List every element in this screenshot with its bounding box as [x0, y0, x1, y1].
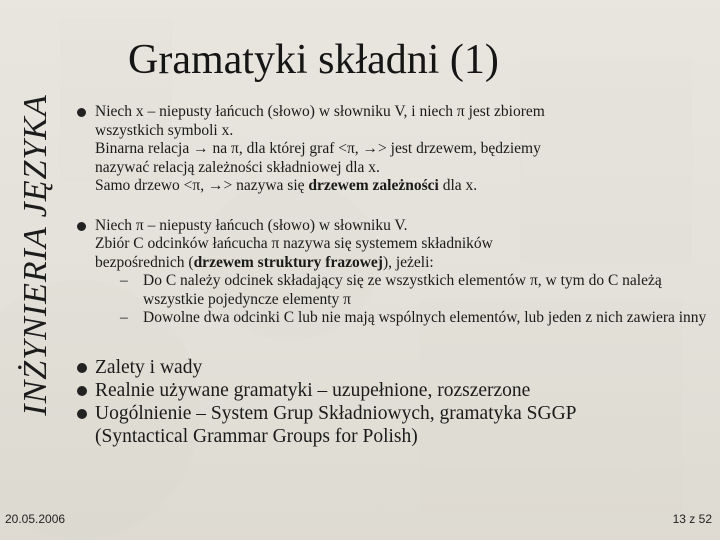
term-phrase-structure-tree: drzewem struktury frazowej: [193, 253, 383, 271]
bullet-generalization: Uogólnienie – System Grup Składniowych, gramatyka SGGP (Syntactical Grammar Groups for Polish): [77, 402, 707, 448]
bullet-dependency-tree: Niech x – niepusty łańcuch (słowo) w słowniku V, i niech π jest zbiorem wszystkich symboli x. Binarna relacja → na π, dla której graf <π, →> jest drzewem, będziemy nazywać relacją zależności składniowej dla x. Samo drzewo <π, →> nazywa się drzewem zależności dla x.: [77, 103, 707, 196]
slide-title: Gramatyki składni (1): [128, 37, 499, 83]
term-dependency-tree: drzewem zależności: [308, 177, 439, 194]
footer-page-number: 13 z 52: [672, 512, 712, 526]
vertical-course-title: INŻYNIERIA JĘZYKA: [17, 94, 54, 416]
bullet-phrase-structure: Niech π – niepusty łańcuch (słowo) w słowniku V. Zbiór C odcinków łańcucha π nazywa się systemem składników bezpośrednich (drzewem struktury frazowej), jeżeli:: [77, 217, 707, 273]
sub-bullet-2: – Dowolne dwa odcinki C lub nie mają wspólnych elementów, lub jeden z nich zawiera inny: [120, 309, 707, 326]
bullet-real-grammars: Realnie używane gramatyki – uzupełnione, rozszerzone: [77, 379, 707, 402]
footer-date: 20.05.2006: [5, 512, 66, 526]
bullet-pros-cons: Zalety i wady: [77, 356, 707, 379]
slide-content: [77, 103, 707, 448]
bullet-list-large: [77, 356, 707, 448]
sub-bullet-1: – Do C należy odcinek składający się ze wszystkich elementów π, w tym do C należą wszystkie pojedyncze elementy π: [120, 272, 662, 308]
